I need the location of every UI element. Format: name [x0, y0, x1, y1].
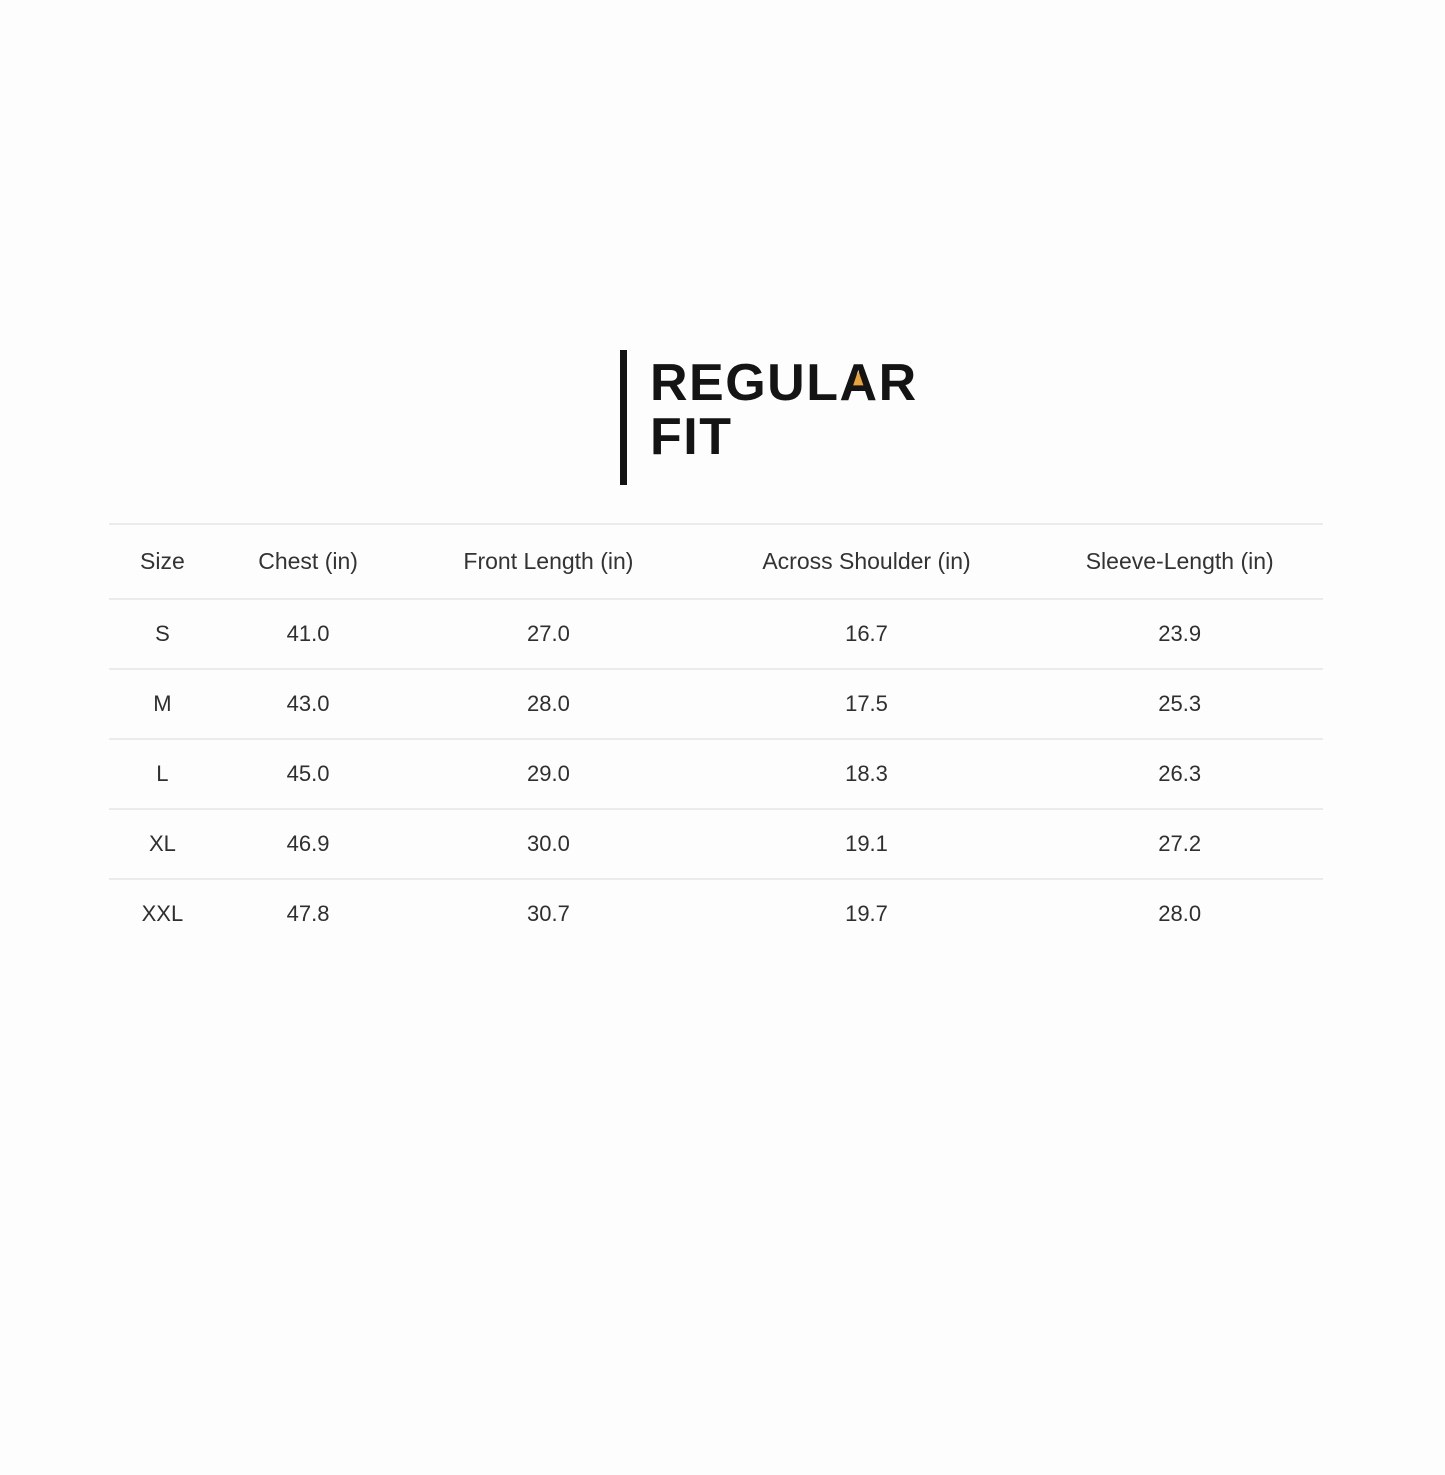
title-line-1	[650, 356, 918, 410]
measurement-cell: 30.0	[527, 831, 570, 856]
title-line1-pre: REGUL	[650, 354, 840, 412]
measurement-cell: 27.0	[527, 621, 570, 646]
table-row	[109, 808, 1323, 878]
column-header: Front Length (in)	[463, 548, 634, 574]
column-header: Chest (in)	[258, 548, 358, 574]
size-cell: XXL	[141, 901, 184, 926]
measurement-cell: 18.3	[845, 761, 888, 786]
table-row	[109, 598, 1323, 668]
size-cell: XL	[148, 831, 176, 856]
measurement-cell: 41.0	[286, 621, 330, 646]
measurement-cell: 27.2	[1158, 831, 1202, 856]
measurement-cell: 46.9	[286, 831, 330, 856]
table-row	[109, 668, 1323, 738]
measurement-cell: 43.0	[286, 691, 330, 716]
title-line1-post: R	[878, 354, 918, 412]
measurement-cell: 29.0	[527, 761, 570, 786]
page-title	[650, 356, 918, 485]
measurement-cell: 28.0	[527, 691, 570, 716]
table-row	[109, 878, 1323, 948]
measurement-cell: 19.1	[845, 831, 888, 856]
accented-letter-a	[840, 356, 879, 410]
table-body	[109, 598, 1323, 948]
fit-type-heading	[620, 350, 918, 485]
size-cell: L	[156, 761, 169, 786]
measurement-cell: 25.3	[1158, 691, 1202, 716]
letter-a-glyph: A	[839, 354, 879, 412]
column-header: Across Shoulder (in)	[762, 548, 971, 574]
measurement-cell: 19.7	[845, 901, 888, 926]
column-header: Sleeve-Length (in)	[1085, 548, 1274, 574]
measurement-cell: 45.0	[286, 761, 330, 786]
table-header-row	[109, 523, 1323, 598]
measurement-cell: 23.9	[1158, 621, 1202, 646]
measurement-cell: 16.7	[845, 621, 888, 646]
size-cell: S	[155, 621, 170, 646]
title-line-2: FIT	[650, 408, 733, 466]
measurement-cell: 26.3	[1158, 761, 1202, 786]
size-cell: M	[153, 691, 172, 716]
size-chart-table	[109, 523, 1323, 948]
title-accent-bar	[620, 350, 627, 485]
measurement-cell: 28.0	[1158, 901, 1202, 926]
table-row	[109, 738, 1323, 808]
column-header: Size	[140, 548, 185, 574]
measurement-cell: 47.8	[286, 901, 330, 926]
measurement-cell: 30.7	[527, 901, 570, 926]
measurement-cell: 17.5	[845, 691, 888, 716]
